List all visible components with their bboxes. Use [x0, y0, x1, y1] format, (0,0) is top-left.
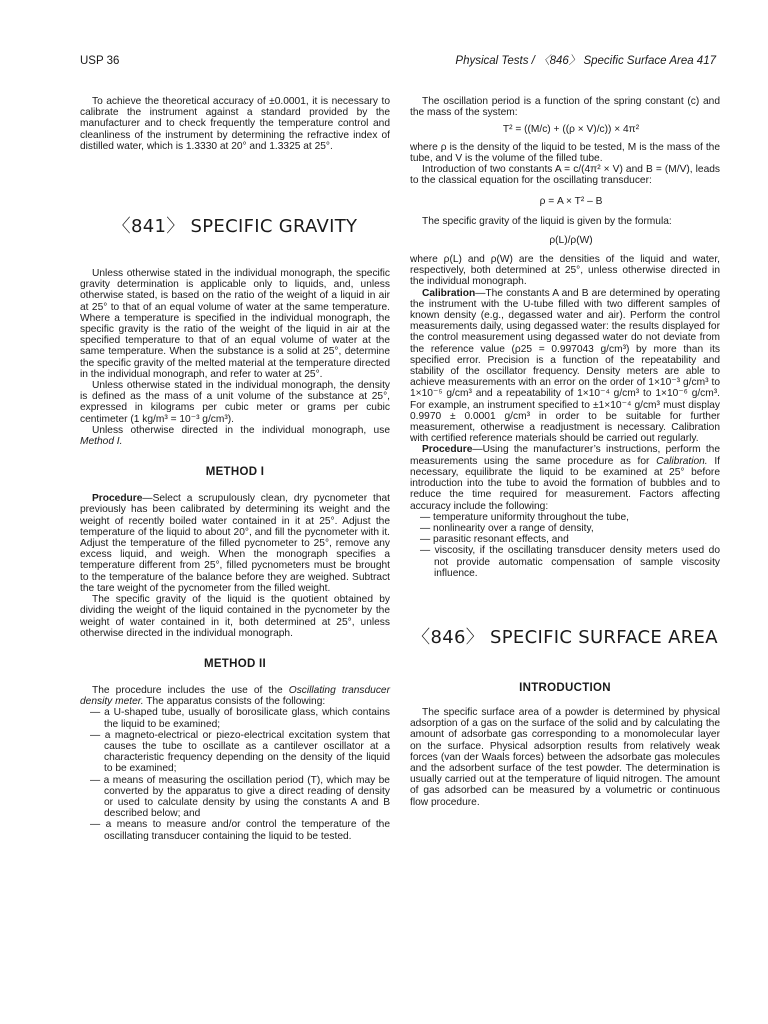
method-1-paragraph-2: The specific gravity of the liquid is the quotient obtained by dividing the weight of the liquid contained in the pycnometer by the weight of water contained in it, both determined at 25°, unless otherwise directed in the individual monograph. — [80, 594, 390, 639]
method-2-intro-em: Oscillating transducer density meter. — [80, 684, 390, 708]
left-column — [80, 96, 390, 842]
method-2-intro-b: The apparatus consists of the following: — [143, 696, 326, 708]
procedure-paragraph — [410, 444, 720, 511]
calibration-runin: Calibration — [422, 287, 476, 299]
method-1-paragraph — [80, 493, 390, 594]
method-1-title: METHOD I — [205, 466, 265, 479]
method-2-intro-a: The procedure includes the use of the — [92, 684, 289, 696]
list-item: — parasitic resonant effects, and — [410, 534, 720, 545]
header-left: USP 36 — [80, 55, 120, 67]
calibration-reference: Calibration. — [656, 455, 708, 467]
equation-specific-gravity: ρ(L)/ρ(W) — [549, 234, 593, 246]
accuracy-factors-list — [410, 512, 720, 579]
where-paragraph: where ρ is the density of the liquid to be tested, M is the mass of the tube, and V is the volume of the filled tube. — [410, 141, 720, 164]
procedure-text-a: —Using the manufacturer’s instructions, perform the measurements using the same procedure as for — [410, 444, 720, 467]
intro-paragraph: To achieve the theoretical accuracy of ±0.0001, it is necessary to calibrate the instrument against a standard provided by the manufacturer and to check frequently the temperature control and cleanliness of the instrument by determining the refractive index of distilled water, which is 1.3330 at 20° and 1.3325 at 25°. — [80, 96, 390, 152]
sg-paragraph-3 — [80, 425, 390, 447]
method-2-title: METHOD II — [203, 657, 267, 670]
right-column — [410, 96, 720, 808]
procedure-runin: Procedure — [422, 444, 473, 456]
where-paragraph-2: where ρ(L) and ρ(W) are the densities of the liquid and water, respectively, both determined at 25°, unless otherwise directed in the individual monograph. — [410, 254, 720, 288]
equation-density: ρ = A × T² – B — [539, 196, 603, 208]
procedure-text-b: If necessary, equilibrate the liquid to be examined at 25° before introduction into the tube to avoid the formation of bubbles and to reduce the time required for measurement. Factors affecting accuracy include the following: — [410, 455, 720, 512]
apparatus-list — [80, 707, 390, 841]
method-1-runin: Procedure — [92, 493, 143, 505]
section-846-title: 〈846〉 SPECIFIC SURFACE AREA — [412, 626, 718, 648]
header-right: Physical Tests / 〈846〉 Specific Surface Area 417 — [455, 55, 716, 67]
sg-paragraph-1: Unless otherwise stated in the individual monograph, the specific gravity determination is applicable only to liquids, and, unless otherwise stated, is based on the ratio of the weight of a liquid in air at 25° to that of an equal volume of water at the same temperature. Where a temperature is specified in the individual monograph, the specific gravity is the ratio of the weight of the liquid in air at the specified temperature to that of an equal volume of water at the same temperature. When the substance is a solid at 25°, determine the specific gravity of the melted material at the temperature directed in the individual monograph, and refer to water at 25°. — [80, 268, 390, 380]
constants-paragraph: Introduction of two constants A = c/(4π² × V) and B = (M/V), leads to the classical equation for the oscillating transducer: — [410, 164, 720, 187]
list-item: — a U-shaped tube, usually of borosilicate glass, which contains the liquid to be examined; — [80, 707, 390, 729]
introduction-paragraph: The specific surface area of a powder is determined by physical adsorption of a gas on the surface of the solid and by calculating the amount of adsorbate gas corresponding to a monomolecular layer on the surface. Physical adsorption results from relatively weak forces (van der Waals forces) between the adsorbate gas molecules and the adsorbent surface of the test powder. The determination is usually carried out at the temperature of liquid nitrogen. The amount of gas adsorbed can be measured by a volumetric or continuous flow procedure. — [410, 706, 720, 808]
oscillation-paragraph: The oscillation period is a function of the spring constant (c) and the mass of the system: — [410, 96, 720, 119]
sg-paragraph-3-text: Unless otherwise directed in the individual monograph, use — [92, 424, 390, 436]
list-item: — a means of measuring the oscillation period (T), which may be converted by the apparatus to give a direct reading of density or used to calculate density by using the constants A and B described below; and — [80, 775, 390, 820]
sg-paragraph-2: Unless otherwise stated in the individual monograph, the density is defined as the mass of a unit volume of the substance at 25°, expressed in kilograms per cubic meter or grams per cubic centimeter (1 kg/m³ = 10⁻³ g/cm³). — [80, 380, 390, 425]
page-header — [80, 56, 716, 70]
calibration-text: —The constants A and B are determined by operating the instrument with the U-tube filled with two different samples of known density (e.g., degassed water and air). Perform the control measurements daily, using degassed water: the results displayed for the control measurement using degassed water do not deviate from the reference value (ρ25 = 0.997043 g/cm³) by more than its specified error. Precision is a function of the repeatability and stability of the oscillator frequency. Density meters are able to achieve measurements with an error on the order of 1×10⁻³ g/cm³ to 1×10⁻⁵ g/cm³ and a repeatability of 1×10⁻⁴ g/cm³ to 1×10⁻⁶ g/cm³. For example, an instrument specified to ±1×10⁻⁴ g/cm³ must display 0.9970 ± 0.0001 g/cm³ in order to be suitable for further measurement, otherwise a readjustment is necessary. Calibration with certified reference materials should be carried out regularly. — [410, 287, 720, 445]
equation-period: T² = ((M/c) + ((ρ × V)/c)) × 4π² — [502, 124, 640, 136]
introduction-title: INTRODUCTION — [519, 681, 611, 694]
method-1-text: —Select a scrupulously clean, dry pycnometer that previously has been calibrated by determining its weight and the weight of recently boiled water contained in it at 25°. Adjust the temperature of the liquid to about 20°, and fill the pycnometer with it. Adjust the temperature of the filled pycnometer to 25°, remove any excess liquid, and weigh. When the monograph specifies a temperature different from 25°, filled pycnometers must be brought to the temperature of the balance before they are weighed. Subtract the tare weight of the pycnometer from the filled weight. — [80, 493, 390, 594]
calibration-paragraph — [410, 288, 720, 445]
list-item: — a magneto-electrical or piezo-electrical excitation system that causes the tube to oscillate as a cantilever oscillator at a characteristic frequency depending on the density of the liquid to be examined; — [80, 730, 390, 775]
method-2-intro — [80, 685, 390, 707]
sg-formula-paragraph: The specific gravity of the liquid is given by the formula: — [422, 215, 672, 227]
section-841-title: 〈841〉 SPECIFIC GRAVITY — [112, 216, 358, 238]
list-item: — viscosity, if the oscillating transducer density meters used do not provide automatic compensation of sample viscosity influence. — [410, 545, 720, 579]
list-item: — a means to measure and/or control the temperature of the oscillating transducer containing the liquid to be tested. — [80, 819, 390, 841]
method-i-reference: Method I. — [80, 436, 123, 448]
list-item: — temperature uniformity throughout the tube, — [410, 512, 720, 523]
list-item: — nonlinearity over a range of density, — [410, 523, 720, 534]
